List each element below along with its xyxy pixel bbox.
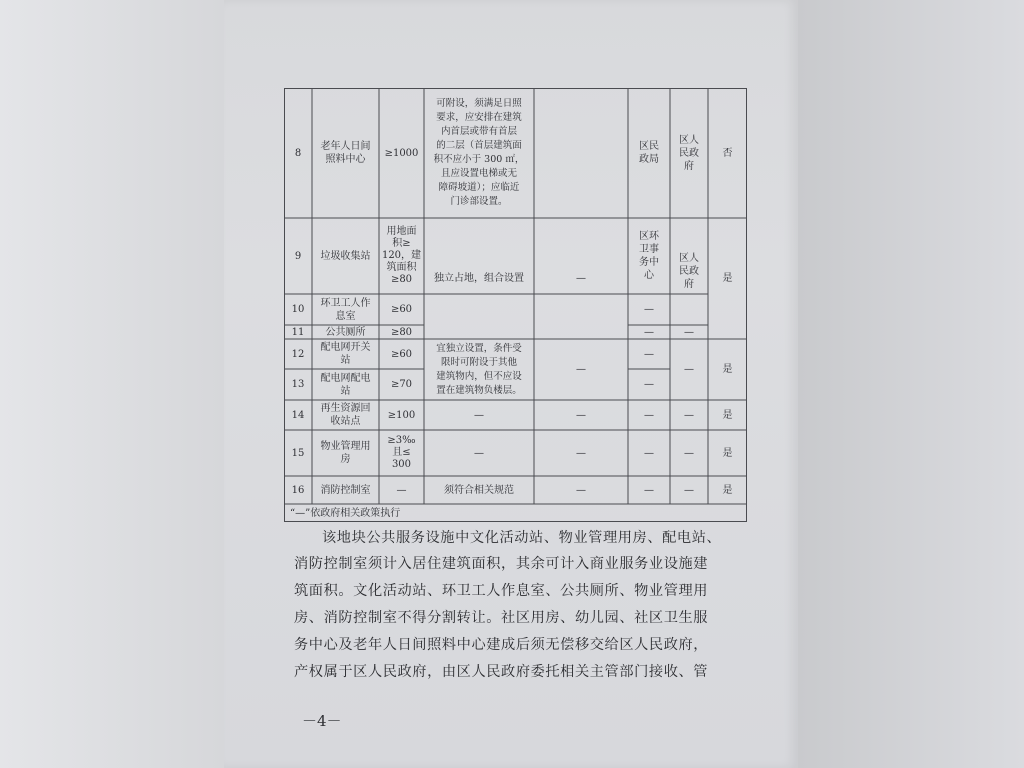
row-11-department: — [644, 326, 654, 338]
row-14-col5: — [576, 409, 586, 421]
row-8-name: 老年人日间 照料中心 [320, 141, 371, 165]
paragraph-line-4: 房、消防控制室不得分割转让。社区用房、幼儿园、社区卫生服 [294, 610, 709, 626]
facilities-table [284, 88, 747, 522]
row-16-government: — [684, 484, 694, 496]
row-16-department: — [644, 484, 654, 496]
row-14-area: ≥100 [387, 409, 416, 421]
row-16-area: — [396, 484, 407, 496]
row-16-requirement: 须符合相关规范 [444, 484, 514, 496]
row-13-name: 配电网配电 站 [320, 372, 371, 397]
background-right [798, 0, 1024, 768]
row-14-government: — [684, 409, 694, 421]
row-9-no: 9 [294, 250, 302, 262]
page-number: －4－ [302, 712, 342, 730]
row-9-name: 垃圾收集站 [320, 250, 371, 262]
paragraph-line-1: 该地块公共服务设施中文化活动站、物业管理用房、配电站、 [322, 530, 722, 546]
row-15-area: ≥3‰ 且≤ 300 [387, 435, 416, 470]
row-11-government: — [684, 326, 694, 338]
row-11-area: ≥80 [390, 326, 413, 338]
table-footnote: “—”依政府相关政策执行 [290, 507, 401, 519]
row-8-government: 区人 民政 府 [679, 134, 699, 172]
row-16-flag: 是 [722, 484, 733, 496]
row-16-col5: — [576, 484, 586, 496]
row-16-no: 16 [291, 484, 305, 496]
row-15-no: 15 [291, 447, 305, 459]
rows-9-11-col5: — [576, 273, 586, 284]
paragraph-line-5: 务中心及老年人日间照料中心建成后须无偿移交给区人民政府， [294, 637, 709, 653]
row-15-government: — [684, 447, 694, 459]
row-15-flag: 是 [722, 447, 733, 459]
rows-12-13-government: — [684, 364, 694, 375]
row-14-name: 再生资源回 收站点 [320, 403, 371, 427]
row-8-requirement: 可附设，须满足日照 要求，应安排在建筑 内首层或带有首层 的二层（首层建筑面 积不应小于 300 ㎡， 且应设置电梯或无 障碍坡道）；应临近 门诊部设置。 [433, 98, 525, 207]
row-9-department: 区环 卫事 务中 心 [639, 231, 659, 281]
row-8-area: ≥1000 [384, 147, 419, 159]
row-10-department: — [644, 304, 654, 315]
row-14-flag: 是 [722, 409, 733, 421]
row-16-name: 消防控制室 [320, 484, 371, 496]
row-13-department: — [644, 379, 654, 390]
row-8-no: 8 [294, 147, 302, 159]
row-11-no: 11 [291, 326, 305, 338]
rows-12-13-requirement: 宜独立设置，条件受 限时可附设于其他 建筑物内，但不应设 置在建筑物负楼层。 [436, 342, 522, 396]
row-12-department: — [644, 348, 654, 360]
row-15-col5: — [576, 447, 586, 459]
row-9-area: 用地面 积≥ 120，建 筑面积 ≥80 [381, 226, 422, 285]
rows-9-11-flag: 是 [722, 273, 733, 284]
row-10-no: 10 [291, 304, 305, 315]
row-14-requirement: — [474, 409, 484, 421]
rows-12-13-flag: 是 [722, 364, 733, 375]
row-8-department: 区民 政局 [639, 141, 659, 165]
row-10-area: ≥60 [390, 304, 413, 315]
background-left [0, 0, 224, 768]
row-14-department: — [644, 409, 654, 421]
rows-9-10-government: 区人 民政 府 [679, 253, 699, 290]
row-11-name: 公共厕所 [325, 326, 366, 338]
row-14-no: 14 [291, 409, 305, 421]
paragraph-line-3: 筑面积。文化活动站、环卫工人作息室、公共厕所、物业管理用 [294, 583, 709, 599]
row-13-area: ≥70 [390, 379, 413, 390]
row-15-requirement: — [474, 447, 484, 459]
paragraph-line-2: 消防控制室须计入居住建筑面积，其余可计入商业服务业设施建 [294, 556, 709, 572]
rows-12-13-col5: — [576, 364, 586, 375]
row-15-name: 物业管理用 房 [320, 441, 371, 465]
row-12-no: 12 [291, 348, 305, 360]
row-13-no: 13 [291, 379, 305, 390]
row-12-name: 配电网开关 站 [320, 342, 371, 366]
row-15-department: — [644, 447, 654, 459]
row-8-flag: 否 [722, 147, 733, 159]
paragraph-line-6: 产权属于区人民政府，由区人民政府委托相关主管部门接收、管 [294, 664, 709, 680]
row-12-area: ≥60 [390, 348, 413, 360]
rows-9-11-requirement: 独立占地，组合设置 [434, 273, 524, 284]
row-8-col5 [534, 88, 628, 218]
row-10-name: 环卫工人作 息室 [320, 297, 371, 322]
